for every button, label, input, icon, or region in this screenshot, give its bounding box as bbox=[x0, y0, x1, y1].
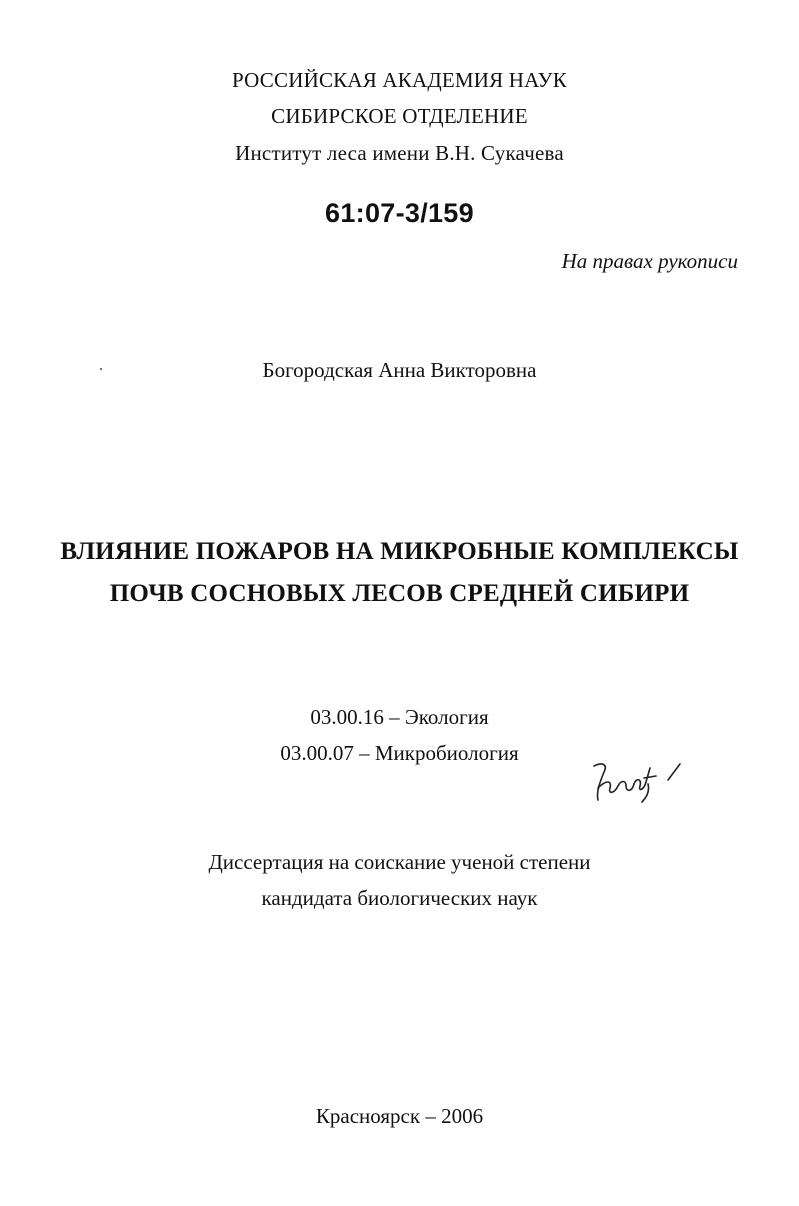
library-shelfmark: 61:07-3/159 bbox=[325, 198, 474, 228]
specialty-1: 03.00.16 – Экология bbox=[310, 705, 489, 729]
author-name: Богородская Анна Викторовна bbox=[262, 358, 537, 382]
handwritten-signature bbox=[588, 758, 688, 808]
branch-name: СИБИРСКОЕ ОТДЕЛЕНИЕ bbox=[271, 104, 528, 128]
thesis-title-line-2: ПОЧВ СОСНОВЫХ ЛЕСОВ СРЕДНЕЙ СИБИРИ bbox=[109, 580, 690, 607]
academy-name: РОССИЙСКАЯ АКАДЕМИЯ НАУК bbox=[232, 68, 567, 92]
rights-note: На правах рукописи bbox=[561, 249, 738, 273]
degree-line-1: Диссертация на соискание ученой степени bbox=[208, 850, 591, 874]
place-and-year: Красноярск – 2006 bbox=[315, 1104, 484, 1128]
specialty-2: 03.00.07 – Микробиология bbox=[280, 741, 519, 765]
institute-name: Институт леса имени В.Н. Сукачева bbox=[235, 141, 564, 165]
degree-line-2: кандидата биологических наук bbox=[261, 886, 538, 910]
thesis-title-line-1: ВЛИЯНИЕ ПОЖАРОВ НА МИКРОБНЫЕ КОМПЛЕКСЫ bbox=[60, 538, 739, 565]
